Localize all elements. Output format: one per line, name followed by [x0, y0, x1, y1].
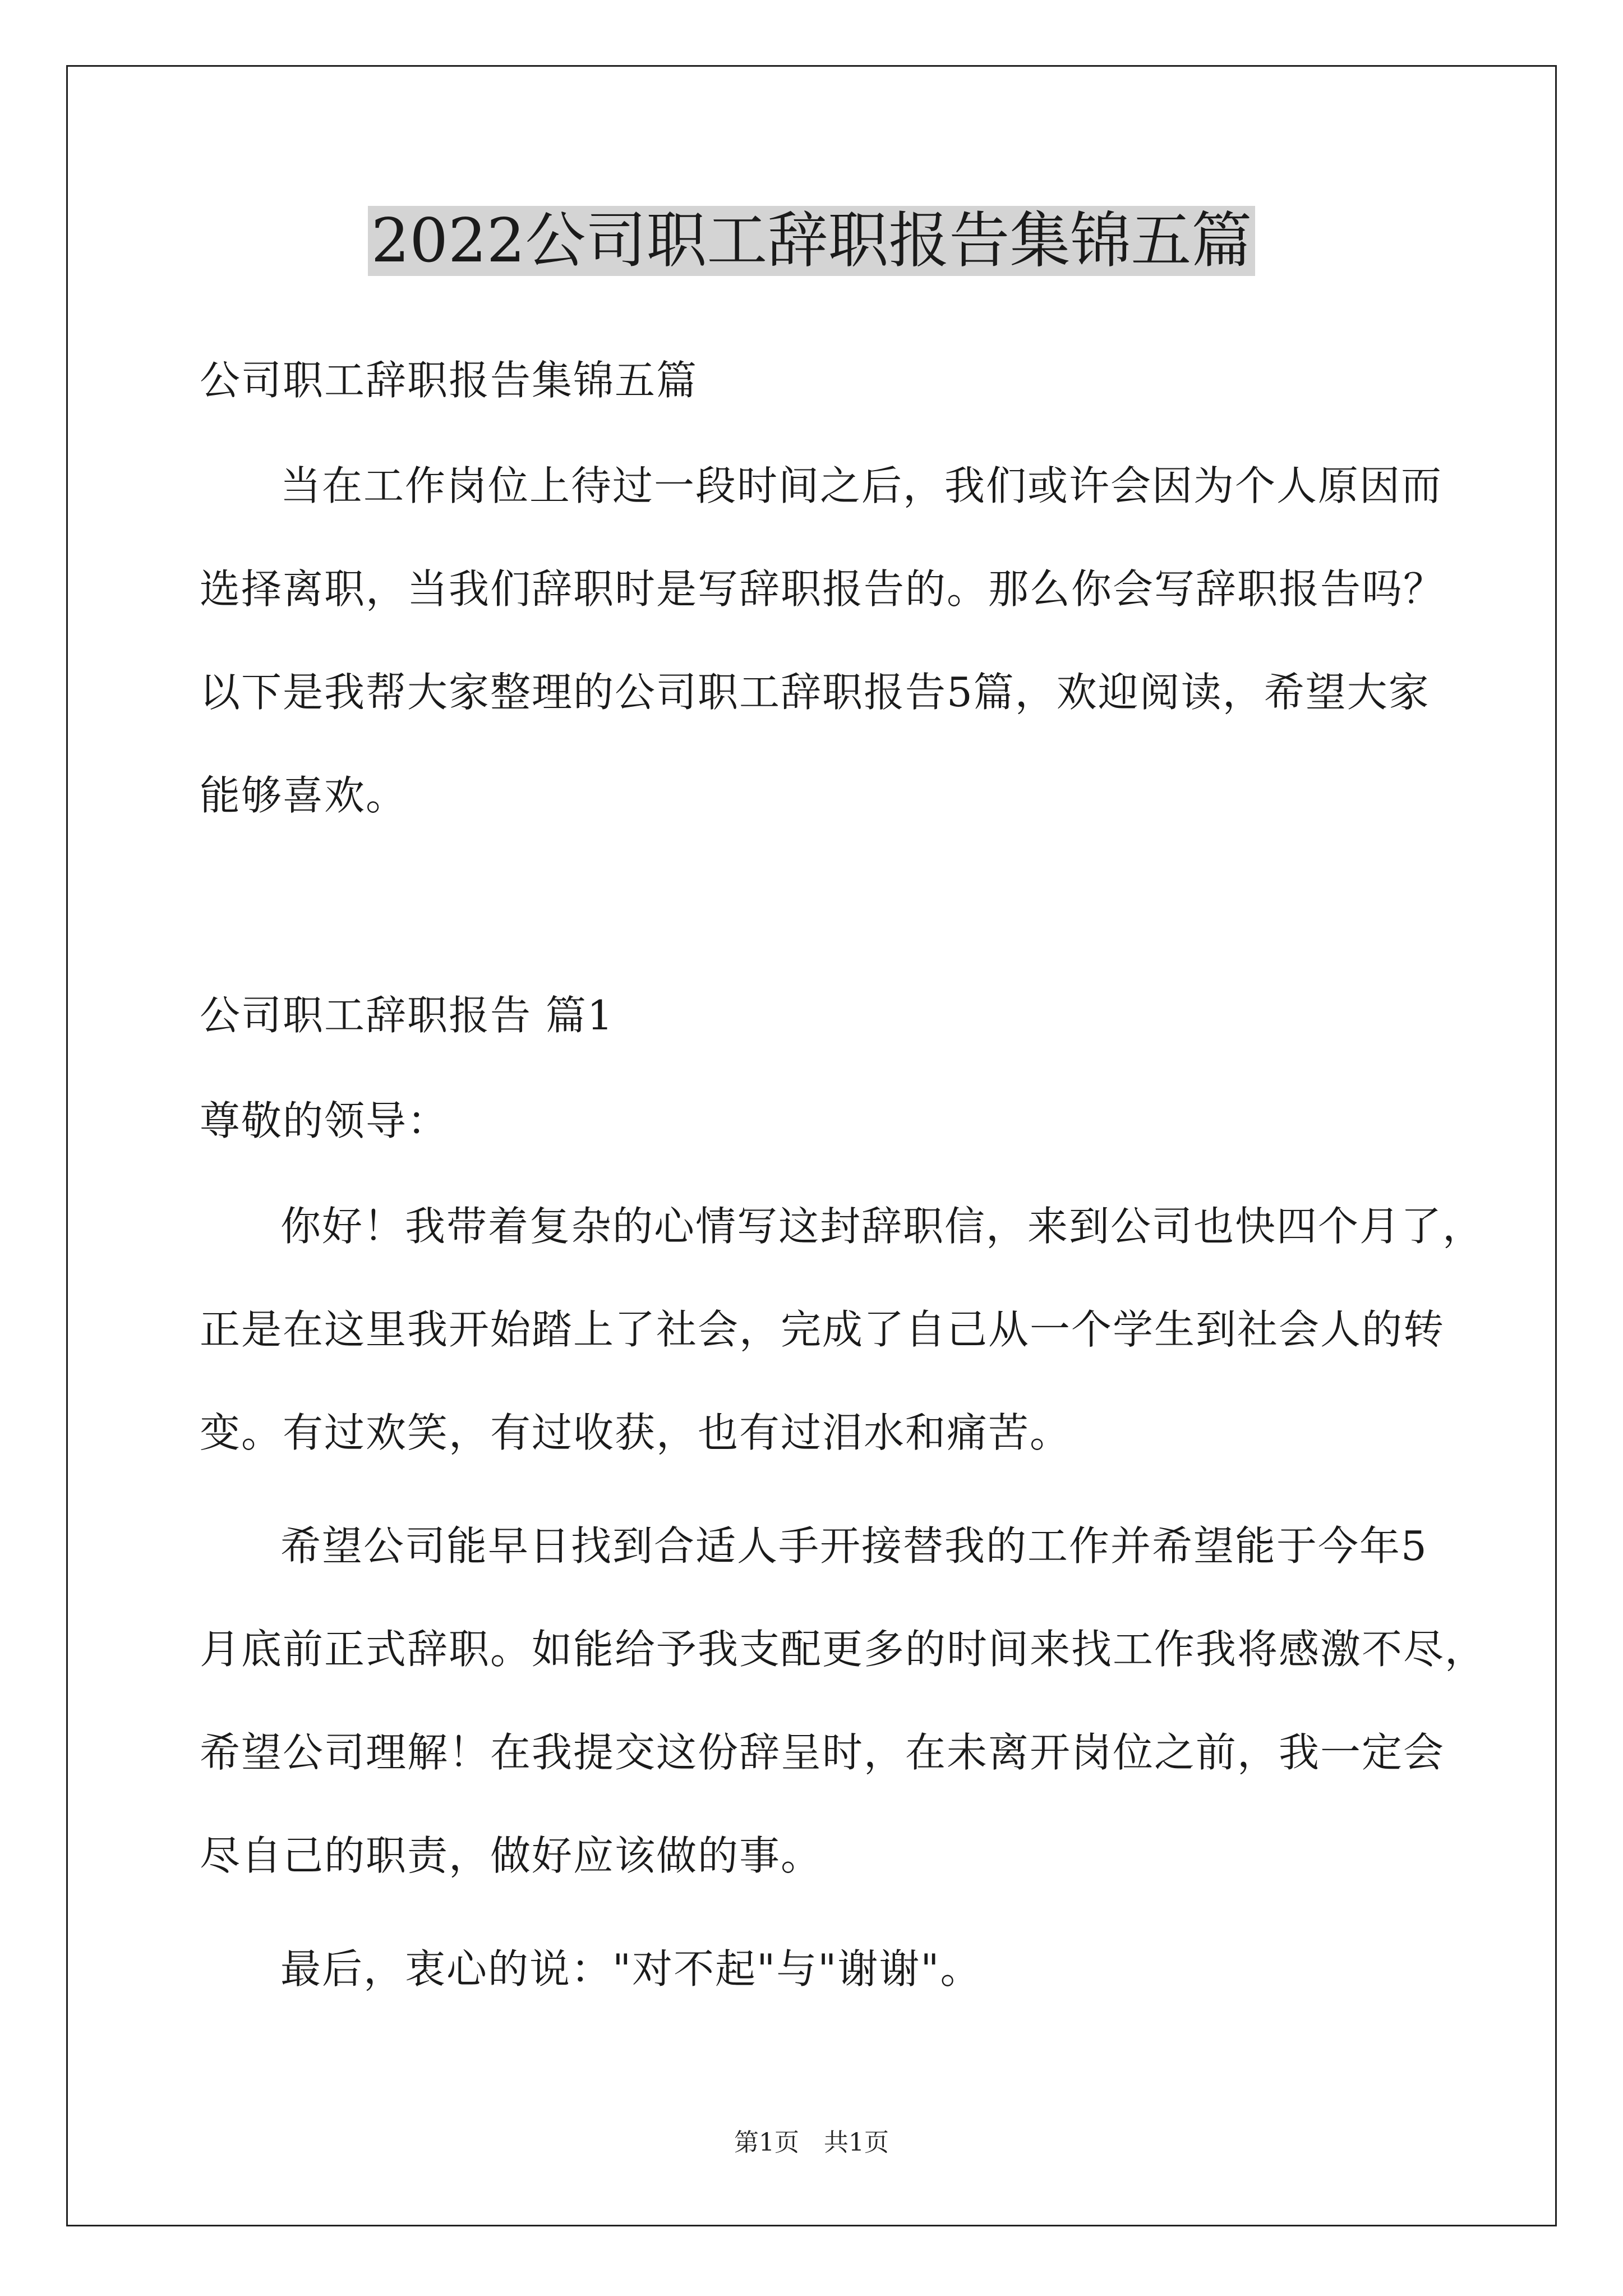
para1-line-3: 变。有过欢笑，有过收获，也有过泪水和痛苦。: [200, 1409, 1072, 1456]
para2-line-2: 月底前正式辞职。如能给予我支配更多的时间来找工作我将感激不尽，: [200, 1626, 1487, 1673]
section-heading: 公司职工辞职报告 篇1: [200, 992, 614, 1039]
intro-line-2: 选择离职，当我们辞职时是写辞职报告的。那么你会写辞职报告吗？: [200, 565, 1445, 613]
para1-line-1: 你好！我带着复杂的心情写这封辞职信，来到公司也快四个月了，: [280, 1203, 1484, 1250]
intro-line-4: 能够喜欢。: [200, 772, 408, 819]
para2-line-4: 尽自己的职责，做好应该做的事。: [200, 1832, 823, 1879]
para2-line-3: 希望公司理解！在我提交这份辞呈时，在未离开岗位之前，我一定会: [200, 1729, 1445, 1776]
para2-line-1: 希望公司能早日找到合适人手开接替我的工作并希望能于今年5: [280, 1522, 1428, 1570]
intro-line-3: 以下是我帮大家整理的公司职工辞职报告5篇，欢迎阅读，希望大家: [200, 669, 1430, 716]
document-title: [0, 202, 1623, 280]
intro-line-1: 当在工作岗位上待过一段时间之后，我们或许会因为个人原因而: [280, 462, 1443, 509]
salutation: 尊敬的领导：: [200, 1097, 449, 1144]
document-title-text: 2022公司职工辞职报告集锦五篇: [368, 206, 1256, 276]
para1-line-2: 正是在这里我开始踏上了社会，完成了自己从一个学生到社会人的转: [200, 1306, 1445, 1353]
para3-line: 最后，衷心的说："对不起"与"谢谢"。: [280, 1945, 982, 1993]
document-subtitle: 公司职工辞职报告集锦五篇: [200, 357, 698, 404]
page-footer: 第1页 共1页: [734, 2128, 889, 2157]
